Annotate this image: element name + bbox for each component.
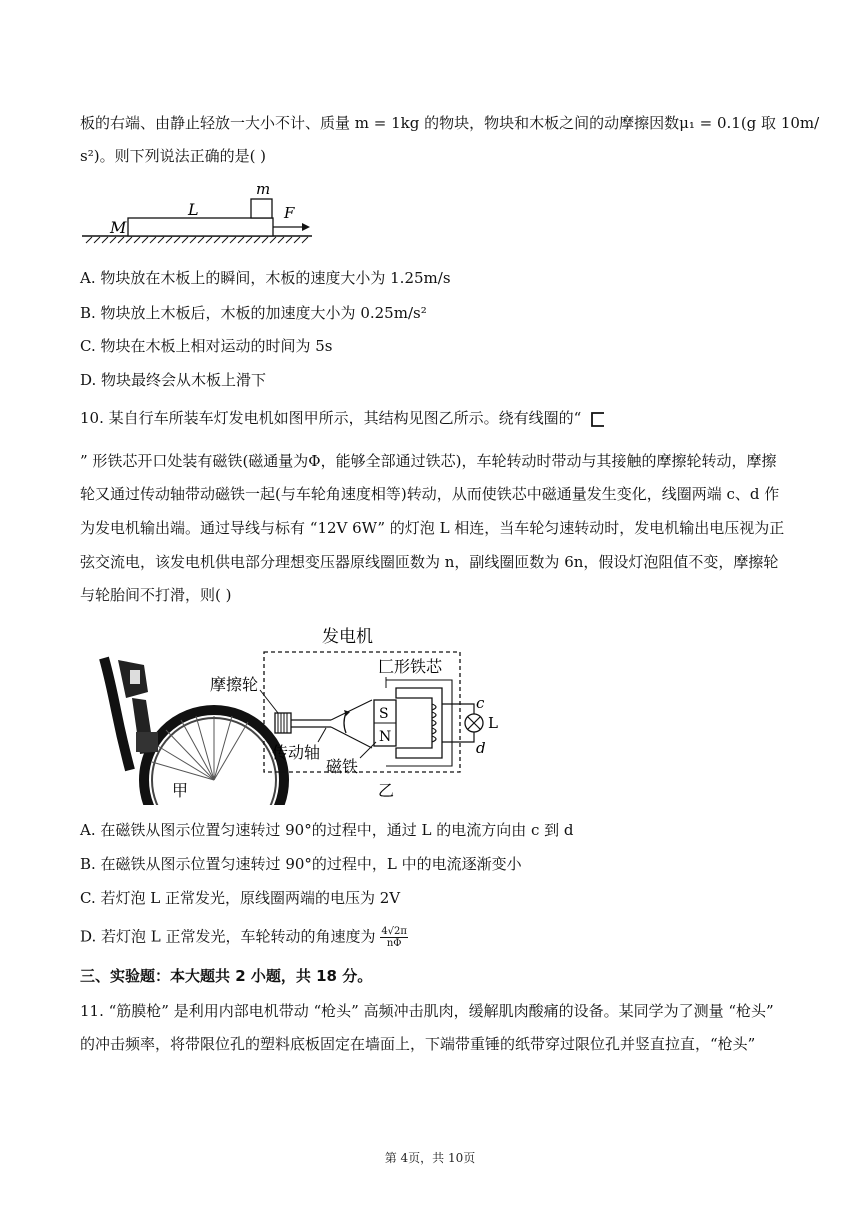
label-L: L — [188, 200, 199, 219]
core-bracket-icon — [588, 409, 608, 429]
label-F: F — [284, 204, 295, 222]
q10-option-d-text: D. 若灯泡 L 正常发光，车轮转动的角速度为 — [80, 927, 376, 946]
q9-option-b: B. 物块放上木板后，木板的加速度大小为 0.25m/s² — [80, 304, 427, 322]
q9-board-figure — [80, 180, 320, 250]
q11-text-line-1: 11. “筋膜枪” 是利用内部电机带动 “枪头” 高频冲击肌肉，缓解肌肉酸痛的设备。某同学为了测量 “枪头” — [80, 1002, 774, 1020]
label-c: c — [476, 694, 485, 712]
label-N: N — [379, 729, 392, 745]
label-lamp-L: L — [488, 714, 498, 732]
board-shape — [128, 218, 273, 236]
q10-option-b: B. 在磁铁从图示位置匀速转过 90°的过程中，L 中的电流逐渐变小 — [80, 855, 522, 873]
q10-text-line-3: 轮又通过传动轴带动磁铁一起(与车轮角速度相等)转动，从而使铁芯中磁通量发生变化，线圈两端 c、d 作 — [80, 485, 780, 503]
fraction-denominator: nΦ — [386, 938, 402, 949]
section-heading: 三、实验题：本大题共 2 小题，共 18 分。 — [80, 967, 373, 985]
q9-option-a: A. 物块放在木板上的瞬间，木板的速度大小为 1.25m/s — [80, 269, 451, 287]
label-generator-title: 发电机 — [322, 627, 373, 647]
block-shape — [251, 199, 272, 218]
q9-option-d: D. 物块最终会从木板上滑下 — [80, 371, 267, 389]
iron-core-shape — [396, 688, 442, 758]
page-footer: 第 4页，共 10页 — [384, 1151, 476, 1165]
q9-text-line-1: 板的右端、由静止轻放一大小不计、质量 m = 1kg 的物块，物块和木板之间的动摩擦因数μ₁ = 0.1(g 取 10m/ — [80, 114, 820, 132]
q10-text-line-6: 与轮胎间不打滑，则( ) — [80, 586, 232, 604]
friction-wheel-shape — [275, 713, 291, 733]
q10-text-line-2: ” 形铁芯开口处装有磁铁(磁通量为Φ，能够全部通过铁芯)，车轮转动时带动与其接触的摩擦轮转动，摩擦 — [80, 452, 777, 470]
q10-text-line-5: 弦交流电，该发电机供电部分理想变压器原线圈匝数为 n，副线圈匝数为 6n，假设灯泡阻值不变，摩擦轮 — [80, 553, 779, 571]
label-shaft: 传动轴 — [272, 743, 321, 762]
label-magnet: 磁铁 — [326, 757, 359, 776]
generator-figure — [96, 620, 516, 805]
label-friction-wheel: 摩擦轮 — [210, 675, 259, 694]
q10-option-d — [80, 926, 780, 949]
q10-option-a: A. 在磁铁从图示位置匀速转过 90°的过程中，通过 L 的电流方向由 c 到 d — [80, 821, 574, 839]
fraction-numerator: 4√2π — [381, 926, 407, 937]
caption-yi: 乙 — [378, 781, 395, 800]
q9-option-c: C. 物块在木板上相对运动的时间为 5s — [80, 337, 333, 355]
angular-velocity-fraction — [380, 926, 408, 949]
q11-text-line-2: 的冲击频率，将带限位孔的塑料底板固定在墙面上，下端带重锤的纸带穿过限位孔并竖直拉直，“枪头” — [80, 1035, 756, 1053]
label-S: S — [379, 706, 389, 722]
label-d: d — [476, 739, 486, 757]
q10-text-line-1 — [80, 408, 780, 429]
q10-text-line-4: 为发电机输出端。通过导线与标有 “12V 6W” 的灯泡 L 相连，当车轮匀速转动时，发电机输出电压视为正 — [80, 519, 785, 537]
label-m: m — [256, 180, 271, 198]
label-iron-core: 匚形铁芯 — [378, 657, 443, 676]
label-M: M — [110, 218, 127, 237]
q9-text-line-2: s²)。则下列说法正确的是( ) — [80, 147, 267, 165]
q10-option-c: C. 若灯泡 L 正常发光，原线圈两端的电压为 2V — [80, 889, 401, 907]
q10-line1-text: 10. 某自行车所装车灯发电机如图甲所示，其结构见图乙所示。绕有线圈的“ — [80, 409, 582, 427]
caption-jia: 甲 — [172, 781, 189, 800]
